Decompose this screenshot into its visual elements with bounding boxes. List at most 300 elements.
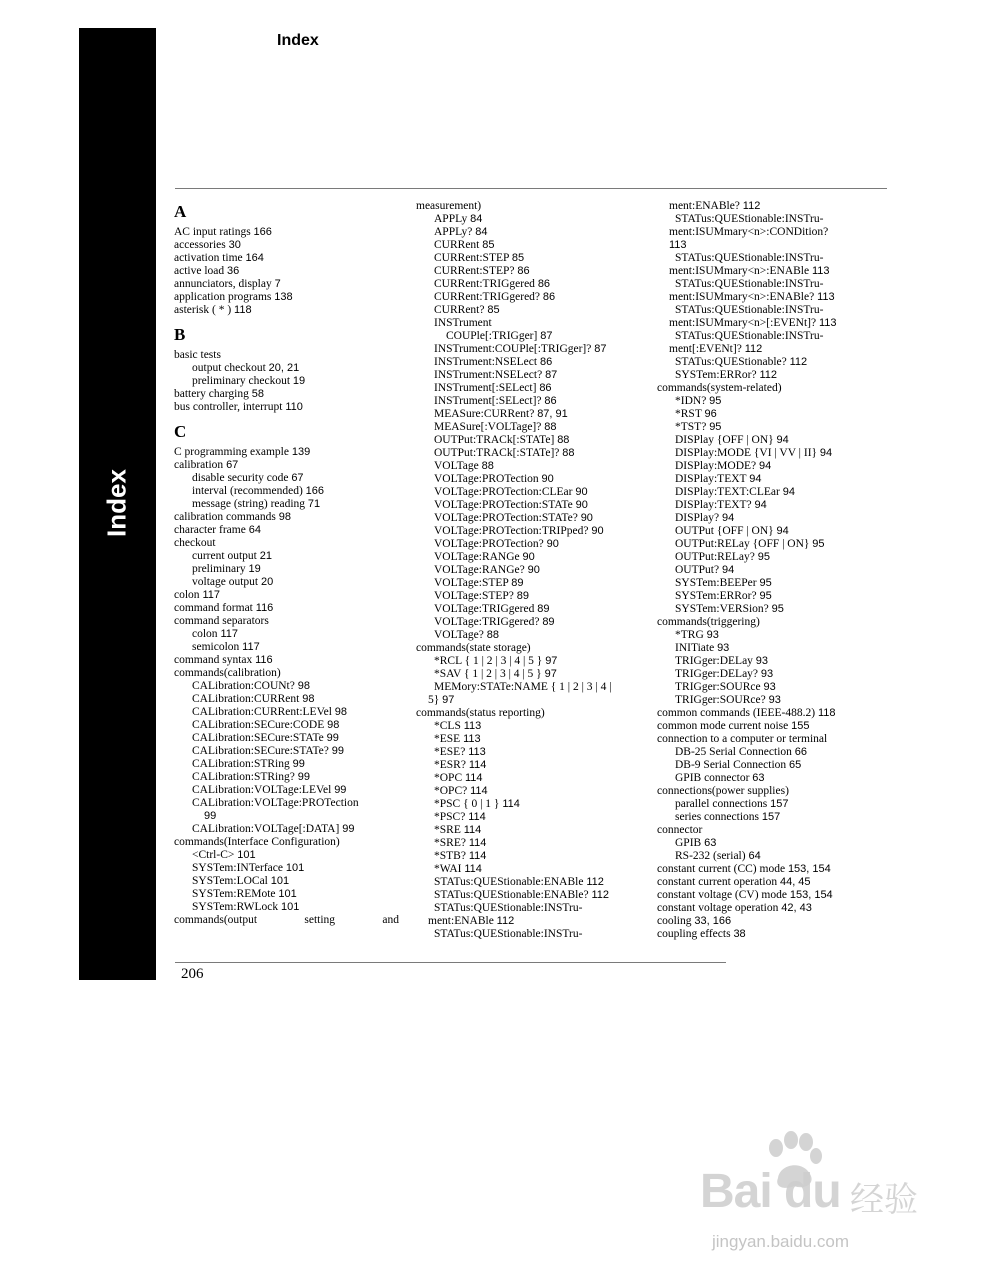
entry-term: STATus:QUEStionable:ENABle	[434, 876, 584, 888]
entry-term: *ESR?	[434, 759, 466, 771]
entry-term: INSTrument[:SELect]	[434, 382, 537, 394]
entry-page-ref: 113	[463, 720, 482, 732]
index-entry	[416, 915, 652, 928]
entry-word: commands(output	[174, 914, 258, 926]
entry-term: bus controller, interrupt	[174, 401, 283, 413]
entry-page-ref: 113	[669, 239, 687, 251]
index-entry	[174, 888, 409, 901]
entry-term: STATus:QUEStionable:INSTru-	[675, 330, 824, 342]
index-entry	[657, 772, 889, 785]
index-entry	[657, 785, 889, 798]
entry-page-ref: 33, 166	[694, 915, 732, 927]
entry-term: current output	[192, 550, 257, 562]
entry-term: VOLTage:TRIGgered?	[434, 616, 540, 628]
entry-term: TRIGger:DELay	[675, 655, 753, 667]
entry-term: CALibration:SECure:CODE	[192, 719, 325, 731]
entry-page-ref: 94	[776, 525, 789, 537]
entry-term: <Ctrl-C>	[192, 849, 235, 861]
entry-page-ref: 97	[545, 655, 558, 667]
entry-term: *WAI	[434, 863, 462, 875]
running-head: Index	[277, 32, 319, 49]
entry-term: message (string) reading	[192, 498, 306, 510]
entry-page-ref: 114	[468, 837, 487, 849]
entry-term: *TST?	[675, 421, 707, 433]
entry-term: OUTPut:RELay {OFF | ON}	[675, 538, 810, 550]
index-entry	[416, 499, 652, 512]
entry-term: CALibration:STRing?	[192, 771, 295, 783]
index-entry	[174, 602, 409, 615]
index-entry	[657, 928, 889, 941]
entry-page-ref: 86	[544, 395, 557, 407]
entry-page-ref: 94	[749, 473, 762, 485]
entry-page-ref: 95	[709, 421, 722, 433]
entry-term: GPIB	[675, 837, 702, 849]
index-entry	[174, 589, 409, 602]
index-entry	[174, 563, 409, 576]
entry-term: connections(power supplies)	[657, 785, 789, 797]
entry-term: CALibration:CURRent	[192, 693, 300, 705]
index-entry	[174, 472, 409, 485]
entry-term: semicolon	[192, 641, 240, 653]
entry-term: calibration	[174, 459, 224, 471]
index-entry	[174, 667, 409, 680]
entry-term: disable security code	[192, 472, 289, 484]
entry-term: MEMory:STATe:NAME { 1 | 2 | 3 | 4 |	[434, 681, 612, 693]
entry-page-ref: 94	[776, 434, 789, 446]
entry-term: CURRent:TRIGgered?	[434, 291, 541, 303]
entry-page-ref: 38	[733, 928, 746, 940]
entry-term: activation time	[174, 252, 243, 264]
entry-page-ref: 101	[280, 901, 300, 913]
entry-page-ref: 113	[463, 733, 481, 745]
entry-term: VOLTage:RANGe?	[434, 564, 525, 576]
entry-page-ref: 87	[594, 343, 607, 355]
entry-term: constant current (CC) mode	[657, 863, 786, 875]
index-entry	[174, 693, 409, 706]
index-entry	[657, 382, 889, 395]
index-entry	[174, 901, 409, 914]
entry-term: APPLy	[434, 213, 468, 225]
index-column-1	[174, 200, 409, 927]
index-column-3	[657, 200, 889, 941]
entry-term: *CLS	[434, 720, 461, 732]
index-entry	[174, 239, 409, 252]
entry-page-ref: 94	[721, 564, 735, 576]
entry-page-ref: 118	[817, 707, 836, 719]
index-entry	[416, 720, 652, 733]
index-entry	[657, 642, 889, 655]
entry-page-ref: 114	[502, 798, 520, 810]
watermark-chinese: 经验	[850, 1180, 918, 1220]
entry-term: colon	[174, 589, 200, 601]
watermark-brand: Bai du	[700, 1165, 841, 1218]
index-entry	[416, 642, 652, 655]
entry-page-ref: 114	[468, 811, 486, 823]
entry-page-ref: 99	[342, 823, 355, 835]
entry-term: VOLTage:STEP?	[434, 590, 514, 602]
index-entry	[416, 759, 652, 772]
index-entry	[657, 733, 889, 746]
index-entry	[174, 836, 409, 849]
index-entry	[174, 680, 409, 693]
index-entry	[657, 252, 889, 265]
entry-page-ref: 93	[717, 642, 730, 654]
entry-page-ref: 98	[278, 511, 291, 523]
entry-term: commands(calibration)	[174, 667, 281, 679]
index-entry	[174, 524, 409, 537]
entry-page-ref: 157	[761, 811, 781, 823]
index-entry	[657, 668, 889, 681]
entry-term: coupling effects	[657, 928, 731, 940]
entry-page-ref: 42, 43	[781, 902, 812, 914]
index-entry	[174, 823, 409, 836]
index-entry	[657, 564, 889, 577]
entry-page-ref: 139	[291, 446, 311, 458]
entry-page-ref: 99	[204, 810, 217, 822]
index-entry	[657, 421, 889, 434]
index-entry	[657, 499, 889, 512]
entry-term: STATus:QUEStionable:INSTru-	[434, 928, 583, 940]
entry-term: VOLTage:PROTection:CLEar	[434, 486, 573, 498]
entry-term: CALibration:VOLTage:PROTection	[192, 797, 359, 809]
index-entry	[416, 928, 652, 941]
entry-page-ref: 101	[285, 862, 305, 874]
entry-page-ref: 66	[794, 746, 808, 758]
footer-rule	[175, 962, 726, 963]
entry-page-ref: 95	[709, 395, 722, 407]
entry-page-ref: 101	[270, 875, 290, 887]
entry-term: CALibration:VOLTage:LEVel	[192, 784, 332, 796]
entry-term: *STB?	[434, 850, 466, 862]
entry-page-ref: 36	[227, 265, 240, 277]
index-entry	[416, 291, 652, 304]
entry-page-ref: 113	[818, 317, 837, 329]
index-entry	[416, 850, 652, 863]
entry-page-ref: 94	[782, 486, 795, 498]
index-entry	[174, 291, 409, 304]
entry-term: VOLTage:PROTection:STATe	[434, 499, 573, 511]
side-tab-label: Index	[101, 469, 132, 537]
entry-term: character frame	[174, 524, 246, 536]
entry-page-ref: 93	[768, 694, 781, 706]
index-entry	[416, 213, 652, 226]
entry-page-ref: 90	[575, 499, 588, 511]
entry-term: battery charging	[174, 388, 249, 400]
entry-term: command separators	[174, 615, 269, 627]
entry-term: commands(Interface Configuration)	[174, 836, 340, 848]
index-entry	[657, 525, 889, 538]
entry-term: AC input ratings	[174, 226, 251, 238]
entry-page-ref: 114	[470, 785, 488, 797]
index-entry	[174, 550, 409, 563]
index-entry	[657, 603, 889, 616]
section-letter: B	[174, 325, 186, 344]
entry-term: *IDN?	[675, 395, 707, 407]
entry-term: SYSTem:REMote	[192, 888, 276, 900]
entry-term: ment:ENABle	[428, 915, 494, 927]
index-entry	[416, 655, 652, 668]
entry-page-ref: 19	[292, 375, 306, 387]
entry-page-ref: 112	[591, 889, 609, 901]
index-entry	[416, 863, 652, 876]
entry-page-ref: 157	[770, 798, 789, 810]
index-entry	[416, 434, 652, 447]
index-entry	[416, 681, 652, 694]
baidu-watermark	[700, 1128, 960, 1258]
index-entry	[416, 889, 652, 902]
index-entry	[657, 720, 889, 733]
entry-page-ref: 95	[759, 577, 772, 589]
index-entry	[657, 876, 889, 889]
entry-page-ref: 85	[482, 239, 495, 251]
entry-term: CALibration:SECure:STATe	[192, 732, 324, 744]
entry-term: ment:ISUMmary<n>:ENABle?	[669, 291, 815, 303]
entry-page-ref: 98	[297, 680, 310, 692]
entry-term: STATus:QUEStionable?	[675, 356, 787, 368]
index-entry	[657, 239, 889, 252]
index-entry	[416, 447, 652, 460]
entry-page-ref: 164	[245, 252, 264, 264]
index-entry	[416, 707, 652, 720]
entry-term: SYSTem:BEEPer	[675, 577, 757, 589]
index-entry	[416, 343, 652, 356]
entry-term: INSTrument	[434, 317, 492, 329]
index-entry	[657, 226, 889, 239]
entry-term: common commands (IEEE-488.2)	[657, 707, 816, 719]
entry-term: INSTrument[:SELect]?	[434, 395, 542, 407]
index-entry	[174, 459, 409, 472]
entry-term: DISPlay:TEXT?	[675, 499, 752, 511]
entry-page-ref: 112	[744, 343, 763, 355]
entry-term: CURRent:STEP	[434, 252, 509, 264]
index-entry	[174, 641, 409, 654]
index-entry	[657, 915, 889, 928]
entry-term: TRIGger:SOURce?	[675, 694, 766, 706]
entry-term: STATus:QUEStionable:ENABle?	[434, 889, 589, 901]
entry-term: *SAV { 1 | 2 | 3 | 4 | 5 }	[434, 668, 542, 680]
entry-term: GPIB connector	[675, 772, 750, 784]
entry-term: command format	[174, 602, 253, 614]
index-entry	[174, 797, 409, 810]
entry-page-ref: 84	[470, 213, 483, 225]
entry-term: *PSC { 0 | 1 }	[434, 798, 500, 810]
index-entry	[416, 356, 652, 369]
entry-term: INSTrument:NSELect	[434, 356, 538, 368]
entry-page-ref: 85	[511, 252, 525, 264]
index-entry	[657, 330, 889, 343]
index-entry	[657, 265, 889, 278]
entry-term: SYSTem:RWLock	[192, 901, 279, 913]
entry-page-ref: 21	[259, 550, 272, 562]
entry-page-ref: 65	[789, 759, 802, 771]
index-entry	[657, 304, 889, 317]
entry-page-ref: 98	[327, 719, 340, 731]
entry-term: INITiate	[675, 642, 715, 654]
index-entry	[174, 349, 409, 362]
entry-term: INSTrument:COUPle[:TRIGger]?	[434, 343, 592, 355]
entry-term: CALibration:SECure:STATe?	[192, 745, 329, 757]
index-entry	[657, 590, 889, 603]
entry-page-ref: 94	[721, 512, 735, 524]
index-entry	[174, 784, 409, 797]
index-entry	[416, 304, 652, 317]
entry-term: VOLTage?	[434, 629, 484, 641]
entry-page-ref: 90	[591, 525, 604, 537]
entry-term: *PSC?	[434, 811, 466, 823]
entry-page-ref: 166	[253, 226, 272, 238]
entry-term: SYSTem:LOCal	[192, 875, 268, 887]
entry-term: CALibration:STRing	[192, 758, 290, 770]
watermark-url: jingyan.baidu.com	[712, 1232, 850, 1251]
entry-page-ref: 88	[557, 434, 570, 446]
entry-term: annunciators, display	[174, 278, 272, 290]
entry-term: RS-232 (serial)	[675, 850, 746, 862]
index-entry	[657, 486, 889, 499]
index-entry	[416, 512, 652, 525]
entry-term: colon	[192, 628, 218, 640]
entry-term: TRIGger:SOURce	[675, 681, 761, 693]
entry-term: *ESE	[434, 733, 461, 745]
entry-term: calibration commands	[174, 511, 276, 523]
entry-page-ref: 113	[468, 746, 486, 758]
entry-page-ref: 90	[580, 512, 593, 524]
entry-page-ref: 112	[759, 369, 778, 381]
entry-term: application programs	[174, 291, 272, 303]
entry-page-ref: 63	[704, 837, 717, 849]
entry-page-ref: 86	[537, 278, 551, 290]
entry-term: DISPlay {OFF | ON}	[675, 434, 774, 446]
entry-term: STATus:QUEStionable:INSTru-	[675, 252, 824, 264]
entry-page-ref: 99	[297, 771, 310, 783]
entry-term: constant voltage (CV) mode	[657, 889, 787, 901]
index-entry	[416, 811, 652, 824]
index-entry	[174, 401, 409, 414]
entry-term: VOLTage:STEP	[434, 577, 509, 589]
entry-term: *RST	[675, 408, 702, 420]
index-entry	[416, 824, 652, 837]
entry-term: STATus:QUEStionable:INSTru-	[675, 213, 824, 225]
index-entry	[174, 511, 409, 524]
entry-page-ref: 117	[220, 628, 238, 640]
entry-page-ref: 116	[255, 602, 274, 614]
entry-term: interval (recommended)	[192, 485, 303, 497]
entry-term: series connections	[675, 811, 759, 823]
entry-term: DB-9 Serial Connection	[675, 759, 787, 771]
index-entry	[657, 707, 889, 720]
index-entry	[657, 278, 889, 291]
entry-term: ment:ISUMmary<n>:ENABle	[669, 265, 810, 277]
entry-term: VOLTage:PROTection	[434, 473, 539, 485]
index-entry	[416, 538, 652, 551]
entry-page-ref: 99	[331, 745, 345, 757]
entry-page-ref: 95	[759, 590, 772, 602]
entry-term: preliminary checkout	[192, 375, 291, 387]
entry-page-ref: 89	[516, 590, 530, 602]
index-entry	[416, 421, 652, 434]
index-entry	[174, 304, 409, 317]
entry-term: cooling	[657, 915, 692, 927]
entry-page-ref: 93	[760, 668, 774, 680]
entry-term: DB-25 Serial Connection	[675, 746, 792, 758]
entry-page-ref: 96	[704, 408, 717, 420]
entry-page-ref: 89	[511, 577, 524, 589]
index-entry	[657, 447, 889, 460]
index-entry	[416, 668, 652, 681]
entry-page-ref: 101	[278, 888, 297, 900]
entry-page-ref: 114	[465, 772, 483, 784]
entry-term: DISPlay:MODE?	[675, 460, 757, 472]
entry-page-ref: 97	[544, 668, 557, 680]
entry-page-ref: 88	[486, 629, 499, 641]
index-entry	[416, 369, 652, 382]
entry-page-ref: 114	[464, 863, 482, 875]
index-entry	[174, 628, 409, 641]
entry-page-ref: 90	[522, 551, 535, 563]
entry-term: CURRent:STEP?	[434, 265, 515, 277]
entry-term: checkout	[174, 537, 216, 549]
entry-page-ref: 99	[334, 784, 347, 796]
index-entry	[416, 395, 652, 408]
index-entry	[174, 278, 409, 291]
entry-term: parallel connections	[675, 798, 768, 810]
index-entry	[657, 538, 889, 551]
entry-page-ref: 166	[305, 485, 325, 497]
entry-term: TRIGger:DELay?	[675, 668, 759, 680]
entry-page-ref: 87	[545, 369, 558, 381]
entry-page-ref: 99	[326, 732, 339, 744]
entry-term: asterisk ( * )	[174, 304, 232, 316]
entry-term: SYSTem:INTerface	[192, 862, 283, 874]
entry-term: CURRent?	[434, 304, 485, 316]
index-entry	[657, 460, 889, 473]
index-entry	[416, 590, 652, 603]
index-entry	[174, 849, 409, 862]
index-entry	[174, 265, 409, 278]
entry-term: common mode current noise	[657, 720, 789, 732]
entry-term: commands(status reporting)	[416, 707, 545, 719]
entry-page-ref: 112	[586, 876, 604, 888]
entry-page-ref: 58	[251, 388, 264, 400]
entry-term: connection to a computer or terminal	[657, 733, 828, 745]
index-entry	[657, 629, 889, 642]
index-entry	[416, 408, 652, 421]
page-number: 206	[181, 966, 204, 982]
entry-page-ref: 88	[562, 447, 575, 459]
index-entry	[657, 408, 889, 421]
index-entry	[416, 382, 652, 395]
entry-page-ref: 101	[237, 849, 256, 861]
entry-term: CURRent:TRIGgered	[434, 278, 535, 290]
entry-page-ref: 44, 45	[779, 876, 811, 888]
entry-page-ref: 89	[542, 616, 555, 628]
entry-term: ment:ISUMmary<n>[:EVENt]?	[669, 317, 817, 329]
entry-page-ref: 87, 91	[537, 408, 568, 420]
entry-page-ref: 90	[546, 538, 559, 550]
entry-term: CALibration:CURRent:LEVel	[192, 706, 332, 718]
index-entry	[657, 356, 889, 369]
entry-term: OUTPut:RELay?	[675, 551, 755, 563]
index-entry	[416, 330, 652, 343]
entry-term: ment[:EVENt]?	[669, 343, 742, 355]
index-entry	[657, 577, 889, 590]
index-entry	[657, 213, 889, 226]
entry-page-ref: 94	[759, 460, 772, 472]
entry-term: output checkout	[192, 362, 266, 374]
entry-term: VOLTage:PROTection:TRIPped?	[434, 525, 589, 537]
entry-term: DISPlay:TEXT:CLEar	[675, 486, 780, 498]
entry-page-ref: 90	[527, 564, 540, 576]
index-entry	[174, 485, 409, 498]
